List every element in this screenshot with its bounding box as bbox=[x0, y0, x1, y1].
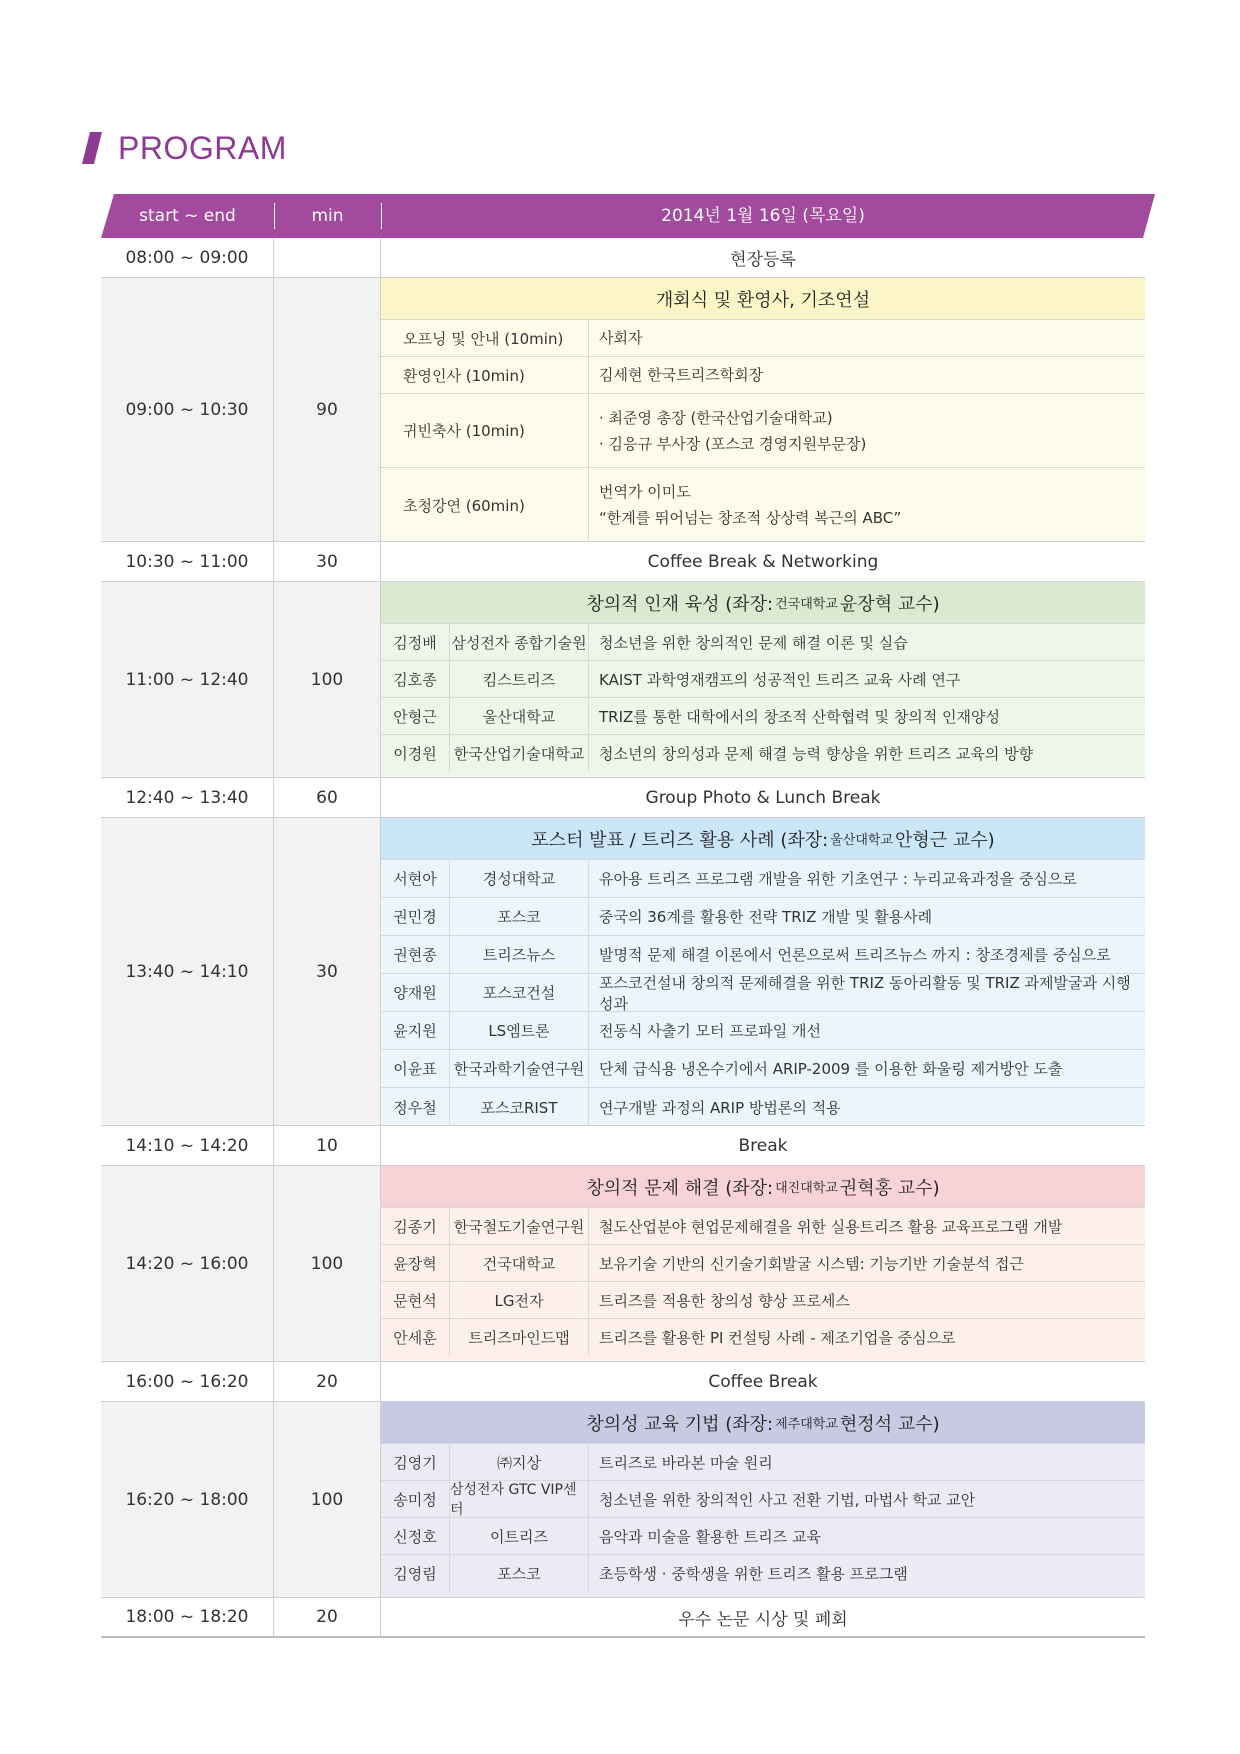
speaker-org: ㈜지상 bbox=[450, 1444, 589, 1480]
speaker-org: 한국산업기술대학교 bbox=[450, 735, 589, 772]
schedule-row-registration bbox=[101, 238, 1145, 278]
speaker-name: 송미정 bbox=[381, 1481, 450, 1517]
speaker-org: 삼성전자 GTC VIP센터 bbox=[450, 1481, 589, 1517]
speaker-name: 양재원 bbox=[381, 974, 450, 1011]
speaker-name: 권현종 bbox=[381, 936, 450, 973]
duration: 100 bbox=[274, 1402, 381, 1597]
session-title-main: 창의적 문제 해결 (좌장: bbox=[586, 1177, 774, 1199]
talk-topic: 단체 급식용 냉온수기에서 ARIP-2009 를 이용한 화울링 제거방안 도출 bbox=[599, 1060, 1063, 1078]
speaker-org: 한국철도기술연구원 bbox=[450, 1208, 589, 1244]
chair-affiliation: 제주대학교 bbox=[775, 1417, 838, 1432]
schedule-row-coffee-break bbox=[101, 1362, 1145, 1402]
speaker-org: LS엠트론 bbox=[450, 1012, 589, 1049]
session-title bbox=[381, 818, 1145, 860]
opening-session-body bbox=[381, 278, 1145, 541]
time-range: 12:40 ~ 13:40 bbox=[101, 778, 274, 817]
talk-row bbox=[381, 1555, 1145, 1592]
speaker-org: 이트리즈 bbox=[450, 1518, 589, 1554]
session-title bbox=[381, 582, 1145, 624]
speaker-org: 건국대학교 bbox=[450, 1245, 589, 1281]
talk-topic: 트리즈를 적용한 창의성 향상 프로세스 bbox=[599, 1291, 850, 1310]
session-body bbox=[381, 818, 1145, 1125]
talk-row bbox=[381, 1319, 1145, 1356]
event-label: Coffee Break bbox=[708, 1371, 818, 1392]
opening-detail bbox=[589, 468, 1145, 542]
talk-row bbox=[381, 698, 1145, 735]
talk-topic: 청소년을 위한 창의적인 사고 전환 기법, 마법사 학교 교안 bbox=[599, 1490, 976, 1509]
speaker-org: 포스코RIST bbox=[450, 1088, 589, 1126]
schedule-row-session-talent bbox=[101, 582, 1145, 778]
duration: 10 bbox=[274, 1126, 381, 1165]
speaker-name: 안세훈 bbox=[381, 1319, 450, 1356]
speaker-org: 포스코 bbox=[450, 898, 589, 935]
event-label: 우수 논문 시상 및 폐회 bbox=[678, 1609, 848, 1630]
talk-topic: 중국의 36계를 활용한 전략 TRIZ 개발 및 활용사례 bbox=[599, 908, 933, 926]
talk-topic: 유아용 트리즈 프로그램 개발을 위한 기초연구 : 누리교육과정을 중심으로 bbox=[599, 870, 1077, 888]
talk-row bbox=[381, 1282, 1145, 1319]
opening-item bbox=[381, 357, 1145, 394]
talk-topic: KAIST 과학영재캠프의 성공적인 트리즈 교육 사례 연구 bbox=[599, 670, 961, 689]
time-range: 14:20 ~ 16:00 bbox=[101, 1166, 274, 1361]
talk-topic: 트리즈를 활용한 PI 컨설팅 사례 - 제조기업을 중심으로 bbox=[599, 1329, 956, 1347]
duration bbox=[274, 238, 381, 277]
talk-row bbox=[381, 860, 1145, 898]
schedule-row-session-education bbox=[101, 1402, 1145, 1598]
talk-topic: 음악과 미술을 활용한 트리즈 교육 bbox=[599, 1527, 821, 1546]
session-title-main: 창의성 교육 기법 (좌장: bbox=[586, 1413, 774, 1435]
talk-row bbox=[381, 735, 1145, 772]
schedule-row-coffee-networking bbox=[101, 542, 1145, 582]
opening-item bbox=[381, 394, 1145, 468]
heading-accent-bar bbox=[82, 132, 102, 164]
opening-item bbox=[381, 320, 1145, 357]
talk-row bbox=[381, 1518, 1145, 1555]
talk-row bbox=[381, 1088, 1145, 1126]
duration: 60 bbox=[274, 778, 381, 817]
event-label: Break bbox=[738, 1135, 788, 1156]
speaker-name: 김정배 bbox=[381, 624, 450, 660]
speaker-name: 이경원 bbox=[381, 735, 450, 772]
header-date: 2014년 1월 16일 (목요일) bbox=[661, 206, 865, 226]
schedule-row-break bbox=[101, 1126, 1145, 1166]
talk-topic: 초등학생 · 중학생을 위한 트리즈 활용 프로그램 bbox=[599, 1565, 908, 1583]
duration: 30 bbox=[274, 818, 381, 1125]
speaker-org: 포스코건설 bbox=[450, 974, 589, 1011]
speaker-name: 김영림 bbox=[381, 1555, 450, 1592]
speaker-org: 경성대학교 bbox=[450, 860, 589, 897]
header-min: min bbox=[311, 206, 344, 226]
duration: 20 bbox=[274, 1362, 381, 1401]
speaker-org: LG전자 bbox=[450, 1282, 589, 1318]
speaker-name: 윤지원 bbox=[381, 1012, 450, 1049]
speaker-name: 문현석 bbox=[381, 1282, 450, 1318]
speaker-org: 한국과학기술연구원 bbox=[450, 1050, 589, 1087]
talk-topic: 연구개발 과정의 ARIP 방법론의 적용 bbox=[599, 1098, 841, 1117]
detail-line: 번역가 이미도 bbox=[599, 483, 691, 501]
speaker-org: 울산대학교 bbox=[450, 698, 589, 734]
talk-topic: 청소년의 창의성과 문제 해결 능력 향상을 위한 트리즈 교육의 방향 bbox=[599, 745, 1034, 763]
chair-affiliation: 대진대학교 bbox=[775, 1181, 838, 1196]
chair-affiliation: 울산대학교 bbox=[830, 833, 894, 848]
talk-topic: 발명적 문제 해결 이론에서 언론으로써 트리즈뉴스 까지 : 창조경제를 중심으로 bbox=[599, 946, 1111, 964]
time-range: 13:40 ~ 14:10 bbox=[101, 818, 274, 1125]
duration: 20 bbox=[274, 1598, 381, 1636]
speaker-name: 신정호 bbox=[381, 1518, 450, 1554]
time-range: 18:00 ~ 18:20 bbox=[101, 1598, 274, 1636]
schedule-row-lunch bbox=[101, 778, 1145, 818]
time-range: 09:00 ~ 10:30 bbox=[101, 278, 274, 541]
session-title-main: 창의적 인재 육성 (좌장: bbox=[586, 593, 774, 615]
speaker-name: 안형근 bbox=[381, 698, 450, 734]
duration: 90 bbox=[274, 278, 381, 541]
talk-topic: 보유기술 기반의 신기술기회발굴 시스템: 기능기반 기술분석 접근 bbox=[599, 1254, 1024, 1273]
speaker-org: 트리즈뉴스 bbox=[450, 936, 589, 973]
opening-part: 오프닝 및 안내 (10min) bbox=[381, 320, 589, 356]
detail-line: 사회자 bbox=[599, 329, 643, 347]
talk-topic: 청소년을 위한 창의적인 문제 해결 이론 및 실습 bbox=[599, 633, 908, 652]
duration: 100 bbox=[274, 582, 381, 777]
time-range: 10:30 ~ 11:00 bbox=[101, 542, 274, 581]
opening-detail bbox=[589, 320, 1145, 356]
talk-row bbox=[381, 1208, 1145, 1245]
schedule-row-session-poster bbox=[101, 818, 1145, 1126]
talk-row bbox=[381, 1050, 1145, 1088]
schedule-row-session-problem-solving bbox=[101, 1166, 1145, 1362]
session-title bbox=[381, 1166, 1145, 1208]
opening-part: 귀빈축사 (10min) bbox=[381, 394, 589, 467]
speaker-org: 포스코 bbox=[450, 1555, 589, 1592]
speaker-name: 서현아 bbox=[381, 860, 450, 897]
chair-name: 윤장혁 교수) bbox=[839, 593, 940, 615]
speaker-name: 정우철 bbox=[381, 1088, 450, 1126]
talk-topic: TRIZ를 통한 대학에서의 창조적 산학협력 및 창의적 인재양성 bbox=[599, 707, 1000, 726]
heading-title: PROGRAM bbox=[118, 129, 287, 166]
talk-row bbox=[381, 1444, 1145, 1481]
session-title bbox=[381, 1402, 1145, 1444]
schedule-row-closing bbox=[101, 1598, 1145, 1638]
talk-row bbox=[381, 974, 1145, 1012]
speaker-name: 이윤표 bbox=[381, 1050, 450, 1087]
chair-name: 현정석 교수) bbox=[839, 1413, 940, 1435]
session-title: 개회식 및 환영사, 기조연설 bbox=[381, 278, 1145, 320]
program-heading bbox=[86, 128, 287, 168]
opening-part: 환영인사 (10min) bbox=[381, 357, 589, 393]
speaker-name: 김영기 bbox=[381, 1444, 450, 1480]
speaker-org: 삼성전자 종합기술원 bbox=[450, 624, 589, 660]
session-body bbox=[381, 1402, 1145, 1597]
chair-name: 안형근 교수) bbox=[895, 829, 995, 851]
detail-line: · 김응규 부사장 (포스코 경영지원부문장) bbox=[599, 434, 867, 453]
session-title-main: 포스터 발표 / 트리즈 활용 사례 (좌장: bbox=[531, 829, 829, 851]
talk-row bbox=[381, 1481, 1145, 1518]
talk-topic: 철도산업분야 현업문제해결을 위한 실용트리즈 활용 교육프로그램 개발 bbox=[599, 1217, 1063, 1236]
talk-row bbox=[381, 624, 1145, 661]
detail-line: “한계를 뛰어넘는 창조적 상상력 복근의 ABC” bbox=[599, 509, 902, 527]
event-label: Group Photo & Lunch Break bbox=[645, 787, 881, 808]
talk-row bbox=[381, 1012, 1145, 1050]
session-body bbox=[381, 582, 1145, 777]
talk-row bbox=[381, 936, 1145, 974]
speaker-org: 트리즈마인드맵 bbox=[450, 1319, 589, 1356]
detail-line: 김세현 한국트리즈학회장 bbox=[599, 366, 764, 384]
speaker-name: 김호종 bbox=[381, 661, 450, 697]
time-range: 11:00 ~ 12:40 bbox=[101, 582, 274, 777]
talk-row bbox=[381, 898, 1145, 936]
talk-topic: 포스코건설내 창의적 문제해결을 위한 TRIZ 동아리활동 및 TRIZ 과제발굴과 시행성과 bbox=[599, 973, 1131, 1013]
talk-topic: 전동식 사출기 모터 프로파일 개선 bbox=[599, 1022, 821, 1040]
talk-row bbox=[381, 1245, 1145, 1282]
duration: 100 bbox=[274, 1166, 381, 1361]
table-header bbox=[101, 194, 1145, 238]
talk-row bbox=[381, 661, 1145, 698]
time-range: 16:00 ~ 16:20 bbox=[101, 1362, 274, 1401]
time-range: 08:00 ~ 09:00 bbox=[101, 238, 274, 277]
event-label: Coffee Break & Networking bbox=[647, 551, 879, 572]
talk-topic: 트리즈로 바라본 마술 원리 bbox=[599, 1453, 773, 1472]
speaker-name: 윤장혁 bbox=[381, 1245, 450, 1281]
detail-line: · 최준영 총장 (한국산업기술대학교) bbox=[599, 408, 833, 427]
schedule-row-opening bbox=[101, 278, 1145, 542]
duration: 30 bbox=[274, 542, 381, 581]
opening-detail bbox=[589, 357, 1145, 393]
opening-detail bbox=[589, 394, 1145, 467]
time-range: 16:20 ~ 18:00 bbox=[101, 1402, 274, 1597]
time-range: 14:10 ~ 14:20 bbox=[101, 1126, 274, 1165]
program-table bbox=[101, 194, 1145, 1638]
opening-item bbox=[381, 468, 1145, 542]
speaker-org: 킴스트리즈 bbox=[450, 661, 589, 697]
chair-affiliation: 건국대학교 bbox=[775, 597, 838, 612]
event-label: 현장등록 bbox=[730, 250, 796, 270]
speaker-name: 김종기 bbox=[381, 1208, 450, 1244]
header-time: start ~ end bbox=[139, 206, 236, 226]
session-body bbox=[381, 1166, 1145, 1361]
speaker-name: 권민경 bbox=[381, 898, 450, 935]
opening-part: 초청강연 (60min) bbox=[381, 468, 589, 542]
chair-name: 권혁홍 교수) bbox=[839, 1177, 940, 1199]
